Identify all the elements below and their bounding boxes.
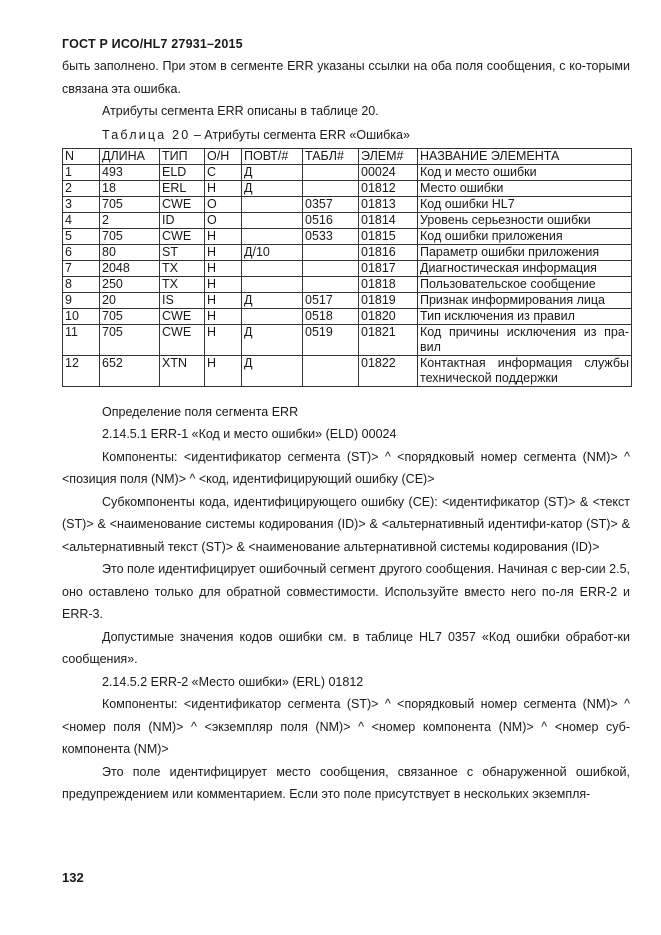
table-cell: Д: [242, 324, 303, 355]
table-row: [63, 355, 632, 386]
table-cell: [242, 308, 303, 324]
table-cell: Д: [242, 292, 303, 308]
table-cell: TX: [160, 276, 205, 292]
column-header: ЭЛЕМ#: [359, 148, 418, 164]
table-row: [63, 196, 632, 212]
column-header: НАЗВАНИЕ ЭЛЕМЕНТА: [418, 148, 632, 164]
table-cell: [303, 244, 359, 260]
table-cell: О: [205, 212, 242, 228]
table-cell: Н: [205, 180, 242, 196]
table-row: [63, 212, 632, 228]
table-cell: 00024: [359, 164, 418, 180]
table-cell: Уровень серьезности ошибки: [418, 212, 632, 228]
table-cell: 3: [63, 196, 100, 212]
column-header: ДЛИНА: [100, 148, 160, 164]
table-cell: 8: [63, 276, 100, 292]
section-heading-err2: 2.14.5.2 ERR-2 «Место ошибки» (ERL) 01812: [102, 674, 364, 689]
table-header-row: [63, 148, 632, 164]
table-caption-text: Атрибуты сегмента ERR «Ошибка»: [204, 127, 410, 142]
document-page: [62, 34, 630, 806]
table-cell: Н: [205, 244, 242, 260]
table-cell: [303, 164, 359, 180]
table-cell: 652: [100, 355, 160, 386]
intro-reference: Атрибуты сегмента ERR описаны в таблице 20.: [102, 104, 379, 118]
table-cell: CWE: [160, 196, 205, 212]
table-cell: 01812: [359, 180, 418, 196]
table-cell: Параметр ошибки приложения: [418, 244, 632, 260]
table-cell: 11: [63, 324, 100, 355]
table-cell: 0519: [303, 324, 359, 355]
table-cell: Н: [205, 276, 242, 292]
err1-allowed-values: Допустимые значения кодов ошибки см. в таблице HL7 0357 «Код ошибки обработ-ки сообщения».: [62, 629, 630, 666]
table-cell: [242, 276, 303, 292]
table-cell: 705: [100, 196, 160, 212]
table-cell: 12: [63, 355, 100, 386]
table-cell: Д: [242, 164, 303, 180]
table-cell: CWE: [160, 308, 205, 324]
table-cell: [242, 196, 303, 212]
err1-description: Это поле идентифицирует ошибочный сегмент другого сообщения. Начиная с вер-сии 2.5, оно оставлено только для обратной совместимости. Используйте вместо него по-ля ERR-2 и ERR-3.: [62, 562, 630, 621]
table-cell: С: [205, 164, 242, 180]
table-row: [63, 180, 632, 196]
table-cell: 0357: [303, 196, 359, 212]
table-cell: [242, 228, 303, 244]
table-cell: CWE: [160, 324, 205, 355]
column-header: О/Н: [205, 148, 242, 164]
column-header: ПОВТ/#: [242, 148, 303, 164]
table-cell: IS: [160, 292, 205, 308]
table-caption-dash: –: [190, 127, 205, 142]
table-cell: Д: [242, 355, 303, 386]
table-cell: 01821: [359, 324, 418, 355]
table-cell: Код и место ошибки: [418, 164, 632, 180]
table-cell: Признак информирования лица: [418, 292, 632, 308]
intro-paragraph: быть заполнено. При этом в сегменте ERR указаны ссылки на оба поля сообщения, с ко-торыми связана эта ошибка.: [62, 59, 630, 96]
table-caption-label: Таблица 20: [102, 127, 191, 142]
err-attributes-table: [62, 148, 632, 387]
table-cell: Д/10: [242, 244, 303, 260]
err2-components: Компоненты: <идентификатор сегмента (ST)> ^ <порядковый номер сегмента (NM)> ^ <номер поля (NM)> ^ <экземпляр поля (NM)> ^ <номер компонента (NM)> ^ <номер суб-компонента (NM)>: [62, 697, 630, 756]
table-cell: 01815: [359, 228, 418, 244]
column-header: N: [63, 148, 100, 164]
table-cell: Н: [205, 308, 242, 324]
table-cell: 6: [63, 244, 100, 260]
table-cell: ELD: [160, 164, 205, 180]
table-cell: ID: [160, 212, 205, 228]
table-cell: [303, 260, 359, 276]
table-cell: 493: [100, 164, 160, 180]
table-cell: 80: [100, 244, 160, 260]
table-cell: 2: [63, 180, 100, 196]
err1-subcomponents: Субкомпоненты кода, идентифицирующего ошибку (CE): <идентификатор (ST)> & <текст (ST)> & <наименование системы кодирования (ID)> & <альтернативный идентифи-катор (ST)> & <альтернативный текст (ST)> & <наименование альтернативной системы кодирования (ID)>: [62, 494, 630, 554]
err2-description: Это поле идентифицирует место сообщения, связанное с обнаруженной ошибкой, предупреждением или комментарием. Если это поле присутствует в нескольких экземпля-: [62, 764, 630, 801]
table-cell: [242, 260, 303, 276]
table-caption: [62, 124, 630, 146]
table-cell: XTN: [160, 355, 205, 386]
table-cell: О: [205, 196, 242, 212]
table-cell: 0518: [303, 308, 359, 324]
table-cell: 250: [100, 276, 160, 292]
table-cell: Код ошибки HL7: [418, 196, 632, 212]
table-cell: 705: [100, 308, 160, 324]
table-cell: Место ошибки: [418, 180, 632, 196]
table-cell: Д: [242, 180, 303, 196]
table-cell: 0533: [303, 228, 359, 244]
table-cell: 01820: [359, 308, 418, 324]
table-cell: 0516: [303, 212, 359, 228]
table-cell: CWE: [160, 228, 205, 244]
table-cell: 2048: [100, 260, 160, 276]
table-cell: Тип исключения из правил: [418, 308, 632, 324]
table-row: [63, 228, 632, 244]
table-cell: ERL: [160, 180, 205, 196]
table-cell: Н: [205, 228, 242, 244]
table-cell: 705: [100, 324, 160, 355]
table-cell: Код ошибки приложения: [418, 228, 632, 244]
table-cell: 20: [100, 292, 160, 308]
table-row: [63, 324, 632, 355]
table-cell: 4: [63, 212, 100, 228]
table-cell: ST: [160, 244, 205, 260]
table-cell: Н: [205, 292, 242, 308]
table-cell: 705: [100, 228, 160, 244]
table-cell: Диагностическая информация: [418, 260, 632, 276]
table-cell: Н: [205, 355, 242, 386]
table-cell: 0517: [303, 292, 359, 308]
table-cell: Н: [205, 260, 242, 276]
document-header: ГОСТ Р ИСО/HL7 27931–2015: [62, 37, 243, 51]
table-cell: 2: [100, 212, 160, 228]
table-row: [63, 276, 632, 292]
table-cell: 10: [63, 308, 100, 324]
table-cell: 01818: [359, 276, 418, 292]
table-cell: 01816: [359, 244, 418, 260]
table-cell: 7: [63, 260, 100, 276]
table-cell: Контактная информация службы технической поддержки: [418, 355, 632, 386]
table-cell: 01813: [359, 196, 418, 212]
table-cell: 9: [63, 292, 100, 308]
table-row: [63, 164, 632, 180]
table-cell: 01822: [359, 355, 418, 386]
page-number: 132: [62, 870, 84, 885]
table-row: [63, 260, 632, 276]
table-cell: 01819: [359, 292, 418, 308]
table-cell: [303, 276, 359, 292]
table-cell: [303, 355, 359, 386]
column-header: ТИП: [160, 148, 205, 164]
table-cell: 01817: [359, 260, 418, 276]
table-cell: 5: [63, 228, 100, 244]
table-cell: Н: [205, 324, 242, 355]
table-cell: [303, 180, 359, 196]
table-cell: Код причины исключения из пра-вил: [418, 324, 632, 355]
err1-components: Компоненты: <идентификатор сегмента (ST)> ^ <порядковый номер сегмента (NM)> ^ <позиция поля (NM)> ^ <код, идентифицирующий ошибку (CE)>: [62, 449, 630, 486]
table-cell: 1: [63, 164, 100, 180]
section-heading-err1: 2.14.5.1 ERR-1 «Код и место ошибки» (ELD) 00024: [102, 427, 397, 441]
table-cell: [242, 212, 303, 228]
table-cell: 01814: [359, 212, 418, 228]
table-cell: TX: [160, 260, 205, 276]
table-cell: 18: [100, 180, 160, 196]
field-definition-title: Определение поля сегмента ERR: [102, 404, 299, 419]
table-row: [63, 308, 632, 324]
table-row: [63, 244, 632, 260]
table-row: [63, 292, 632, 308]
table-cell: Пользовательское сообщение: [418, 276, 632, 292]
column-header: ТАБЛ#: [303, 148, 359, 164]
